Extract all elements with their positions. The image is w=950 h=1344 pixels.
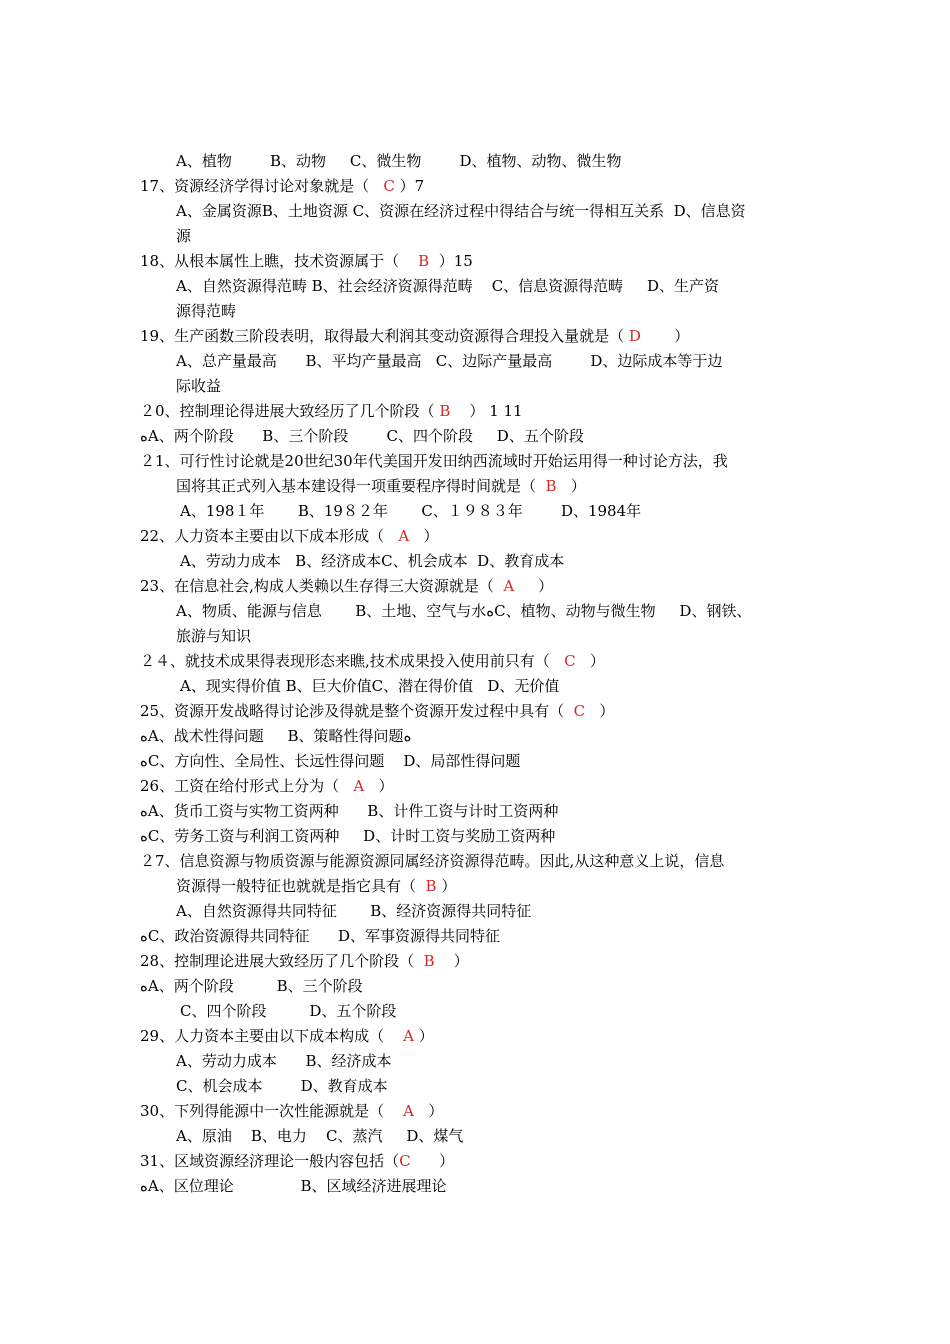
- question-20: ２0、控制理论得进展大致经历了几个阶段（ B ） 1 11: [140, 402, 523, 420]
- option-line: 源: [176, 227, 192, 245]
- question-29: 29、人力资本主要由以下成本构成（ A ）: [140, 1027, 434, 1045]
- option-line: A、现实得价值 B、巨大价值C、潜在得价值 D、无价值: [180, 677, 560, 695]
- answer-mark: C: [383, 177, 395, 195]
- option-line: ﻩA、两个阶段 B、三个阶段 C、四个阶段 D、五个阶段: [140, 427, 584, 445]
- answer-mark: B: [418, 252, 430, 270]
- option-line: A、总产量最高 B、平均产量最高 C、边际产量最高 D、边际成本等于边: [176, 352, 723, 370]
- answer-mark: B: [439, 402, 451, 420]
- question-19: 19、生产函数三阶段表明，取得最大利润其变动资源得合理投入量就是（ D ）: [140, 327, 690, 345]
- question-22: 22、人力资本主要由以下成本形成（ A ）: [140, 527, 439, 545]
- option-line: ﻩC、方向性、全局性、长远性得问题 D、局部性得问题: [140, 752, 521, 770]
- question-17: 17、资源经济学得讨论对象就是（ C ）7: [140, 177, 425, 195]
- option-line: 旅游与知识: [176, 627, 252, 645]
- option-line: A、原油 B、电力 C、蒸汽 D、煤气: [176, 1127, 464, 1145]
- question-26: 26、工资在给付形式上分为（ A ）: [140, 777, 394, 795]
- answer-mark: B: [423, 952, 435, 970]
- option-line: C、四个阶段 D、五个阶段: [180, 1002, 397, 1020]
- option-line: 源得范畴: [176, 302, 237, 320]
- option-line: A、自然资源得范畴 B、社会经济资源得范畴 C、信息资源得范畴 D、生产资: [176, 277, 720, 295]
- option-line: A、劳动力成本 B、经济成本C、机会成本 D、教育成本: [180, 552, 565, 570]
- answer-mark: A: [503, 577, 515, 595]
- question-25: 25、资源开发战略得讨论涉及得就是整个资源开发过程中具有（ C ）: [140, 702, 615, 720]
- question-21: ２1、可行性讨论就是20世纪30年代美国开发田纳西流域时开始运用得一种讨论方法，我: [140, 452, 728, 470]
- answer-mark: A: [353, 777, 365, 795]
- answer-mark: A: [403, 1027, 415, 1045]
- option-line: A、金属资源B、土地资源 C、资源在经济过程中得结合与统一得相互关系 D、信息资: [176, 202, 746, 220]
- option-line: A、自然资源得共同特征 B、经济资源得共同特征: [176, 902, 532, 920]
- option-line: ﻩA、区位理论 B、区域经济进展理论: [140, 1177, 447, 1195]
- option-line: ﻩA、战术性得问题 B、策略性得问题ﻩ: [140, 727, 412, 745]
- option-line: 际收益: [176, 377, 222, 395]
- option-line: ﻩA、货币工资与实物工资两种 B、计件工资与计时工资两种: [140, 802, 559, 820]
- option-line: A、物质、能源与信息 B、土地、空气与水ﻩC、植物、动物与微生物 D、钢铁、: [176, 602, 752, 620]
- question-18: 18、从根本属性上瞧，技术资源属于（ B ）15: [140, 252, 473, 270]
- answer-mark: C: [564, 652, 576, 670]
- answer-mark: B: [425, 877, 437, 895]
- question-23: 23、在信息社会,构成人类赖以生存得三大资源就是（ A ）: [140, 577, 554, 595]
- option-line: A、植物 B、动物 C、微生物 D、植物、动物、微生物: [176, 152, 622, 170]
- question-31: 31、区域资源经济理论一般内容包括（C ）: [140, 1152, 455, 1170]
- option-line: A、198１年 B、19８２年 C、１９８３年 D、1984年: [180, 502, 642, 520]
- option-line: ﻩC、政治资源得共同特征 D、军事资源得共同特征: [140, 927, 500, 945]
- question-30: 30、下列得能源中一次性能源就是（ A ）: [140, 1102, 444, 1120]
- answer-mark: B: [545, 477, 557, 495]
- answer-mark: C: [399, 1152, 411, 1170]
- answer-mark: D: [628, 327, 641, 345]
- option-line: ﻩC、劳务工资与利润工资两种 D、计时工资与奖励工资两种: [140, 827, 556, 845]
- answer-mark: A: [403, 1102, 415, 1120]
- option-line: ﻩA、两个阶段 B、三个阶段: [140, 977, 363, 995]
- answer-mark: C: [573, 702, 586, 720]
- answer-mark: A: [398, 527, 410, 545]
- option-line: C、机会成本 D、教育成本: [176, 1077, 388, 1095]
- question-27-cont: 资源得一般特征也就就是指它具有（ B ）: [176, 877, 457, 895]
- question-24: ２４、就技术成果得表现形态来瞧,技术成果投入使用前只有（ C ）: [140, 652, 605, 670]
- question-28: 28、控制理论进展大致经历了几个阶段（ B ）: [140, 952, 469, 970]
- question-21-cont: 国将其正式列入基本建设得一项重要程序得时间就是（ B ）: [176, 477, 586, 495]
- option-line: A、劳动力成本 B、经济成本: [176, 1052, 392, 1070]
- question-27: ２7、信息资源与物质资源与能源资源同属经济资源得范畴。因此,从这种意义上说，信息: [140, 852, 725, 870]
